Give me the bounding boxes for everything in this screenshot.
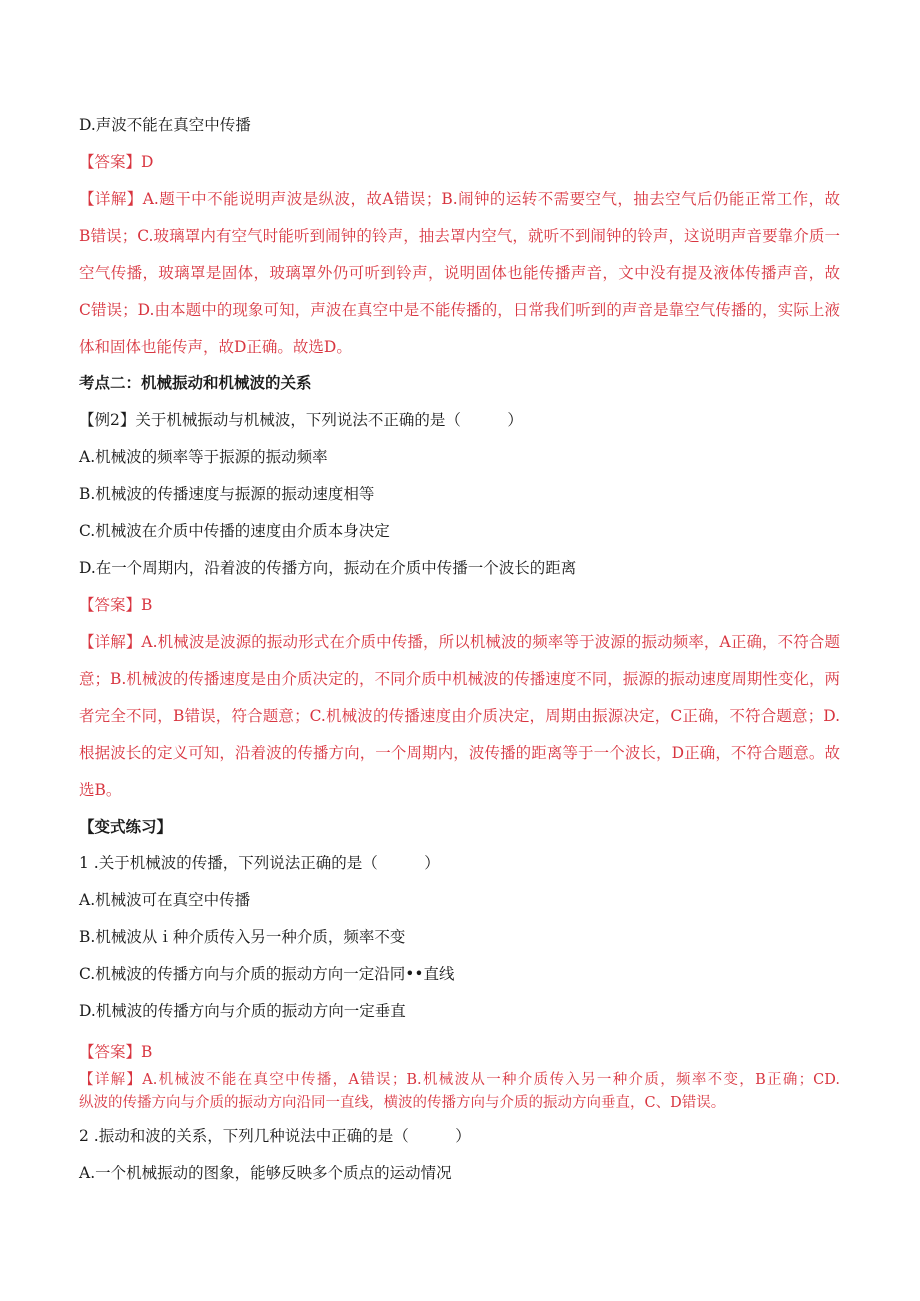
- explanation-line: 选B。: [79, 781, 122, 799]
- practice-heading: 【变式练习】: [79, 818, 173, 836]
- option-d-line: D.声波不能在真空中传播: [79, 116, 251, 134]
- option-c: C.机械波在介质中传播的速度由介质本身决定: [79, 522, 390, 540]
- option-b: B.机械波从ｉ种介质传入另一种介质，频率不变: [79, 928, 406, 946]
- explanation-line: 纵波的传播方向与介质的振动方向沿同一直线，横波的传播方向与介质的振动方向垂直，C、D错误。: [79, 1095, 726, 1111]
- option-a: A.一个机械振动的图象，能够反映多个质点的运动情况: [79, 1164, 452, 1182]
- explanation-line: 【详解】A.题干中不能说明声波是纵波，故A错误；B.闹钟的运转不需要空气，抽去空气后仍能正常工作，故: [79, 190, 840, 208]
- practice-question-1: 1 .关于机械波的传播，下列说法正确的是（ ）: [79, 854, 440, 872]
- explanation-line: 意；B.机械波的传播速度是由介质决定的，不同介质中机械波的传播速度不同，振源的振动速度周期性变化，两: [79, 670, 840, 688]
- example-question: 【例2】关于机械振动与机械波，下列说法不正确的是（ ）: [79, 411, 523, 429]
- explanation-line: 根据波长的定义可知，沿着波的传播方向，一个周期内，波传播的距离等于一个波长，D正确，不符合题意。故: [79, 744, 840, 762]
- explanation-line: C错误；D.由本题中的现象可知，声波在真空中是不能传播的，日常我们听到的声音是靠空气传播的，实际上液: [79, 301, 840, 319]
- option-d: D.在一个周期内，沿着波的传播方向，振动在介质中传播一个波长的距离: [79, 559, 577, 577]
- explanation-line: 【详解】A.机械波是波源的振动形式在介质中传播，所以机械波的频率等于波源的振动频率，A正确，不符合题: [79, 633, 840, 651]
- section-heading: 考点二：机械振动和机械波的关系: [79, 374, 312, 392]
- option-a: A.机械波的频率等于振源的振动频率: [79, 448, 328, 466]
- explanation-line: 者完全不同，B错误，符合题意；C.机械波的传播速度由介质决定，周期由振源决定，C正确，不符合题意；D.: [79, 707, 840, 725]
- option-d: D.机械波的传播方向与介质的振动方向一定垂直: [79, 1002, 406, 1020]
- explanation-line: 空气传播，玻璃罩是固体，玻璃罩外仍可听到铃声，说明固体也能传播声音，文中没有提及液体传播声音，故: [79, 264, 840, 282]
- answer-line: 【答案】D: [79, 153, 154, 171]
- option-b: B.机械波的传播速度与振源的振动速度相等: [79, 485, 375, 503]
- explanation-line: B错误；C.玻璃罩内有空气时能听到闹钟的铃声，抽去罩内空气，就听不到闹钟的铃声，这说明声音要靠介质一: [79, 227, 840, 245]
- option-a: A.机械波可在真空中传播: [79, 891, 251, 909]
- option-c: C.机械波的传播方向与介质的振动方向一定沿同••直线: [79, 965, 455, 983]
- answer-line: 【答案】B: [79, 596, 153, 614]
- explanation-line: 【详解】A.机械波不能在真空中传播，A错误；B.机械波从一种介质传入另一种介质，频率不变，B正确；CD.: [79, 1072, 840, 1088]
- answer-line: 【答案】B: [79, 1043, 153, 1061]
- explanation-line: 体和固体也能传声，故D正确。故选D。: [79, 338, 352, 356]
- practice-question-2: 2 .振动和波的关系，下列几种说法中正确的是（ ）: [79, 1127, 471, 1145]
